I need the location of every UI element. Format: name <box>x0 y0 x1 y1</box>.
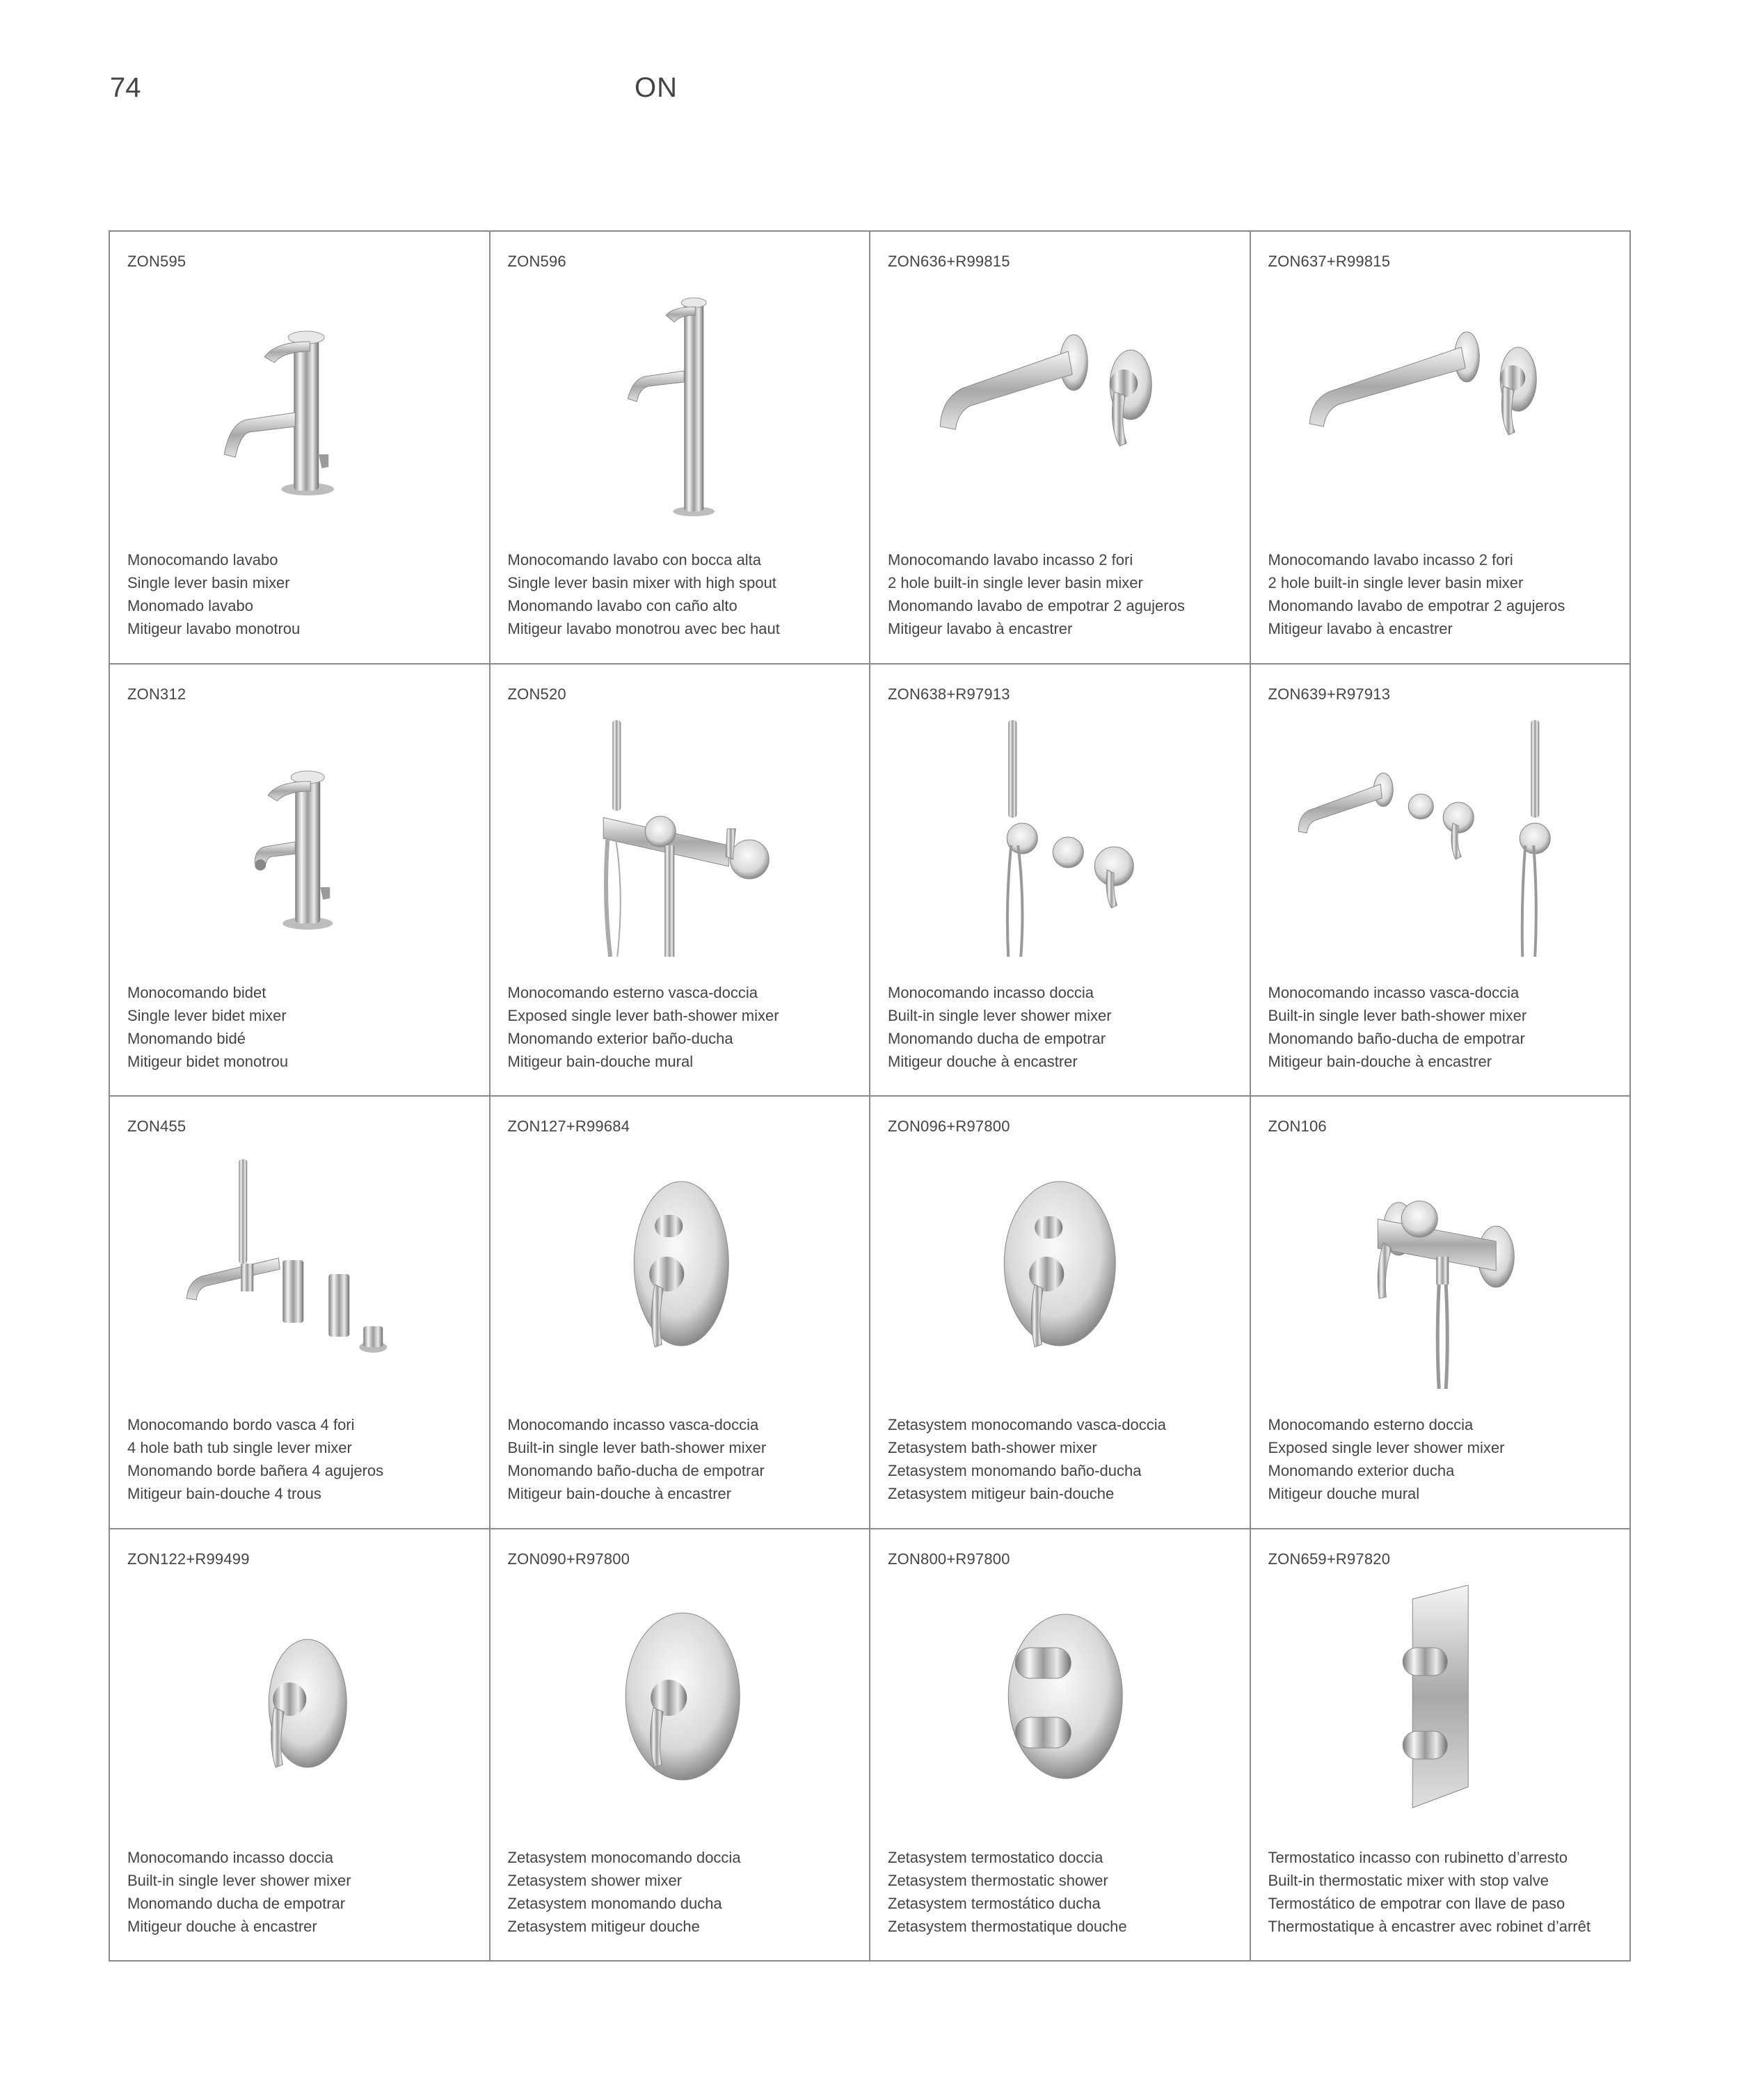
product-code: ZON455 <box>127 1117 186 1135</box>
zetasystem-diverter-plate-icon <box>884 1152 1236 1389</box>
wall-basin-mixer-long-icon <box>1265 287 1616 524</box>
product-code: ZON638+R97913 <box>888 685 1010 703</box>
desc-line: Mitigeur lavabo à encastrer <box>1268 620 1453 637</box>
desc-line: Mitigeur douche à encastrer <box>888 1052 1078 1070</box>
builtin-bath-shower-set-icon <box>1265 720 1616 957</box>
desc-line: Mitigeur lavabo à encastrer <box>888 620 1073 637</box>
bidet-mixer-icon <box>124 720 475 957</box>
desc-line: Built-in single lever bath-shower mixer <box>1268 1006 1527 1024</box>
desc-line: Mitigeur bain-douche à encastrer <box>507 1485 732 1502</box>
exposed-bath-shower-mixer-icon <box>504 720 856 957</box>
desc-line: Monomado lavabo <box>127 597 254 614</box>
product-code: ZON090+R97800 <box>507 1550 630 1568</box>
product-code: ZON639+R97913 <box>1268 685 1391 703</box>
desc-line: Monomando borde bañera 4 agujeros <box>127 1462 384 1479</box>
desc-line: Monocomando bidet <box>127 983 266 1001</box>
product-cell <box>870 665 1251 1097</box>
product-cell <box>491 232 871 665</box>
product-code: ZON637+R99815 <box>1268 253 1391 270</box>
desc-line: 2 hole built-in single lever basin mixer <box>1268 574 1524 591</box>
desc-line: Thermostatique à encastrer avec robinet d’arrêt <box>1268 1917 1590 1935</box>
product-cell <box>491 1529 871 1962</box>
builtin-diverter-plate-icon <box>504 1152 856 1389</box>
product-cell <box>110 232 491 665</box>
desc-line: Zetasystem shower mixer <box>507 1871 683 1889</box>
desc-line: Zetasystem monomando baño-ducha <box>888 1462 1142 1479</box>
basin-mixer-icon <box>124 287 475 524</box>
desc-line: Built-in single lever bath-shower mixer <box>507 1439 767 1456</box>
product-code: ZON127+R99684 <box>507 1117 630 1135</box>
desc-line: Mitigeur bain-douche à encastrer <box>1268 1052 1492 1070</box>
desc-line: Termostático de empotrar con llave de paso <box>1268 1894 1565 1912</box>
desc-line: Mitigeur bain-douche mural <box>507 1052 694 1070</box>
desc-line: Monocomando lavabo incasso 2 fori <box>1268 551 1513 568</box>
desc-line: 4 hole bath tub single lever mixer <box>127 1439 352 1456</box>
product-cell <box>110 1529 491 1962</box>
desc-line: Monomando baño-ducha de empotrar <box>507 1462 765 1479</box>
product-cell <box>1251 232 1632 665</box>
desc-line: Monomando lavabo con caño alto <box>507 597 738 614</box>
desc-line: Monocomando lavabo incasso 2 fori <box>888 551 1133 568</box>
desc-line: Single lever basin mixer with high spout <box>507 574 776 591</box>
thermostatic-stop-valve-plate-icon <box>1265 1585 1616 1822</box>
desc-line: Zetasystem monocomando doccia <box>507 1848 741 1866</box>
product-cell <box>1251 665 1632 1097</box>
desc-line: Monomando bidé <box>127 1029 246 1047</box>
product-cell <box>491 1097 871 1529</box>
product-cell <box>110 665 491 1097</box>
desc-line: Single lever basin mixer <box>127 574 290 591</box>
desc-line: Zetasystem mitigeur bain-douche <box>888 1485 1115 1502</box>
desc-line: Monomando baño-ducha de empotrar <box>1268 1029 1525 1047</box>
builtin-shower-set-icon <box>884 720 1236 957</box>
desc-line: Zetasystem mitigeur douche <box>507 1917 700 1935</box>
product-cell <box>870 1097 1251 1529</box>
product-code: ZON595 <box>127 253 186 270</box>
desc-line: Zetasystem bath-shower mixer <box>888 1439 1097 1456</box>
desc-line: Built-in single lever shower mixer <box>888 1006 1112 1024</box>
product-code: ZON800+R97800 <box>888 1550 1010 1568</box>
product-cell <box>491 665 871 1097</box>
desc-line: Monomando lavabo de empotrar 2 agujeros <box>888 597 1185 614</box>
zetasystem-shower-plate-icon <box>504 1585 856 1822</box>
desc-line: Mitigeur bain-douche 4 trous <box>127 1485 321 1502</box>
page-title: ON <box>635 72 678 103</box>
wall-basin-mixer-icon <box>884 287 1236 524</box>
desc-line: Exposed single lever bath-shower mixer <box>507 1006 779 1024</box>
desc-line: Monocomando esterno vasca-doccia <box>507 983 758 1001</box>
desc-line: Monomando ducha de empotrar <box>127 1894 346 1912</box>
tall-basin-mixer-icon <box>504 287 856 524</box>
page-number: 74 <box>110 72 141 103</box>
desc-line: Monocomando incasso vasca-doccia <box>507 1416 759 1433</box>
product-code: ZON096+R97800 <box>888 1117 1010 1135</box>
product-cell <box>870 1529 1251 1962</box>
product-code: ZON312 <box>127 685 186 703</box>
desc-line: Mitigeur douche mural <box>1268 1485 1420 1502</box>
desc-line: Mitigeur lavabo monotrou <box>127 620 301 637</box>
desc-line: Monocomando lavabo <box>127 551 278 568</box>
desc-line: Built-in thermostatic mixer with stop valve <box>1268 1871 1549 1889</box>
desc-line: Monocomando lavabo con bocca alta <box>507 551 761 568</box>
desc-line: Monomando ducha de empotrar <box>888 1029 1106 1047</box>
product-cell <box>1251 1529 1632 1962</box>
desc-line: Zetasystem termostatico doccia <box>888 1848 1103 1866</box>
desc-line: 2 hole built-in single lever basin mixer <box>888 574 1143 591</box>
desc-line: Zetasystem monomando ducha <box>507 1894 722 1912</box>
product-code: ZON122+R99499 <box>127 1550 250 1568</box>
product-code: ZON659+R97820 <box>1268 1550 1391 1568</box>
desc-line: Built-in single lever shower mixer <box>127 1871 351 1889</box>
desc-line: Zetasystem monocomando vasca-doccia <box>888 1416 1166 1433</box>
product-code: ZON106 <box>1268 1117 1327 1135</box>
desc-line: Mitigeur bidet monotrou <box>127 1052 289 1070</box>
desc-line: Monocomando incasso doccia <box>127 1848 333 1866</box>
four-hole-bath-mixer-icon <box>124 1152 475 1389</box>
product-cell <box>1251 1097 1632 1529</box>
desc-line: Mitigeur lavabo monotrou avec bec haut <box>507 620 780 637</box>
desc-line: Monomando exterior ducha <box>1268 1462 1455 1479</box>
desc-line: Zetasystem thermostatic shower <box>888 1871 1108 1889</box>
product-cell <box>870 232 1251 665</box>
desc-line: Monocomando incasso doccia <box>888 983 1094 1001</box>
desc-line: Monocomando bordo vasca 4 fori <box>127 1416 355 1433</box>
exposed-shower-mixer-icon <box>1265 1152 1616 1389</box>
thermostatic-plate-icon <box>884 1585 1236 1822</box>
desc-line: Zetasystem thermostatique douche <box>888 1917 1127 1935</box>
desc-line: Exposed single lever shower mixer <box>1268 1439 1505 1456</box>
desc-line: Monomando exterior baño-ducha <box>507 1029 733 1047</box>
product-code: ZON636+R99815 <box>888 253 1010 270</box>
shower-lever-plate-icon <box>124 1585 475 1822</box>
desc-line: Zetasystem termostático ducha <box>888 1894 1101 1912</box>
product-cell <box>110 1097 491 1529</box>
product-code: ZON520 <box>507 685 566 703</box>
desc-line: Monocomando esterno doccia <box>1268 1416 1474 1433</box>
desc-line: Monomando lavabo de empotrar 2 agujeros <box>1268 597 1565 614</box>
desc-line: Monocomando incasso vasca-doccia <box>1268 983 1520 1001</box>
product-grid <box>109 230 1631 1962</box>
desc-line: Mitigeur douche à encastrer <box>127 1917 317 1935</box>
desc-line: Termostatico incasso con rubinetto d’arresto <box>1268 1848 1568 1866</box>
product-code: ZON596 <box>507 253 566 270</box>
desc-line: Single lever bidet mixer <box>127 1006 287 1024</box>
